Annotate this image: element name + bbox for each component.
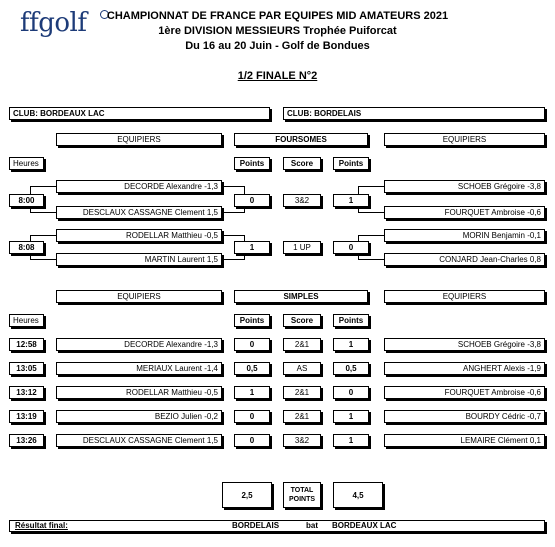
bracket-line — [30, 212, 56, 213]
bracket-line — [30, 259, 56, 260]
bracket-line — [358, 186, 359, 194]
simple-left-player: MERIAUX Laurent -1,4 — [56, 362, 222, 375]
foursome-left-points: 0 — [234, 194, 270, 207]
simple-right-player: ANGHERT Alexis -1,9 — [384, 362, 545, 375]
total-right: 4,5 — [333, 482, 383, 508]
foursome-right-points: 1 — [333, 194, 369, 207]
foursome-left-player: RODELLAR Matthieu -0,5 — [56, 229, 222, 242]
final-result-verb: bat — [306, 521, 318, 530]
bracket-line — [30, 186, 56, 187]
simple-left-points: 0,5 — [234, 362, 270, 375]
simple-left-points: 0 — [234, 434, 270, 447]
foursome-left-player: DECORDE Alexandre -1,3 — [56, 180, 222, 193]
simples-equipiers-left: EQUIPIERS — [56, 290, 222, 303]
simples-section-title: SIMPLES — [234, 290, 368, 303]
simple-right-points: 0 — [333, 386, 369, 399]
simple-right-player: FOURQUET Ambroise -0,6 — [384, 386, 545, 399]
simple-score: AS — [283, 362, 321, 375]
simple-time: 12:58 — [9, 338, 44, 351]
simple-left-player: DESCLAUX CASSAGNE Clement 1,5 — [56, 434, 222, 447]
bracket-line — [358, 212, 384, 213]
foursomes-points-right-header: Points — [333, 157, 369, 170]
foursome-score: 3&2 — [283, 194, 321, 207]
foursome-time: 8:00 — [9, 194, 44, 207]
foursome-right-points: 0 — [333, 241, 369, 254]
simple-time: 13:26 — [9, 434, 44, 447]
foursome-time: 8:08 — [9, 241, 44, 254]
total-label-line2: POINTS — [288, 496, 316, 503]
simple-left-player: RODELLAR Matthieu -0,5 — [56, 386, 222, 399]
simple-score: 2&1 — [283, 386, 321, 399]
foursomes-points-left-header: Points — [234, 157, 270, 170]
total-left: 2,5 — [222, 482, 272, 508]
simple-left-points: 1 — [234, 386, 270, 399]
bracket-line — [358, 256, 359, 260]
simples-points-left-header: Points — [234, 314, 270, 327]
foursome-score: 1 UP — [283, 241, 321, 254]
bracket-line — [222, 259, 244, 260]
total-label-line1: TOTAL — [290, 487, 314, 494]
bracket-line — [358, 259, 384, 260]
simples-score-header: Score — [283, 314, 321, 327]
foursomes-equipiers-left: EQUIPIERS — [56, 133, 222, 146]
simple-time: 13:05 — [9, 362, 44, 375]
final-result-loser: BORDEAUX LAC — [332, 521, 397, 530]
foursome-left-player: DESCLAUX CASSAGNE Clement 1,5 — [56, 206, 222, 219]
bracket-line — [30, 186, 31, 194]
bracket-line — [222, 212, 244, 213]
simple-right-player: BOURDY Cédric -0,7 — [384, 410, 545, 423]
round-title: 1/2 FINALE N°2 — [237, 70, 318, 82]
division-title: 1ère DIVISION MESSIEURS Trophée Puiforcat — [158, 25, 397, 37]
bracket-line — [358, 235, 359, 241]
simple-time: 13:12 — [9, 386, 44, 399]
foursome-right-player: CONJARD Jean-Charles 0,8 — [384, 253, 545, 266]
simple-time: 13:19 — [9, 410, 44, 423]
simple-score: 2&1 — [283, 338, 321, 351]
simples-heures-header: Heures — [9, 314, 44, 327]
foursome-right-player: MORIN Benjamin -0,1 — [384, 229, 545, 242]
championship-title: CHAMPIONNAT DE FRANCE PAR EQUIPES MID AMATEURS 2021 — [106, 10, 449, 22]
club-right: CLUB: BORDELAIS — [283, 107, 545, 120]
foursome-left-player: MARTIN Laurent 1,5 — [56, 253, 222, 266]
simple-left-player: BEZIO Julien -0,2 — [56, 410, 222, 423]
simple-score: 2&1 — [283, 410, 321, 423]
final-result-label: Résultat final: — [15, 521, 68, 530]
foursomes-heures-header: Heures — [9, 157, 44, 170]
foursomes-section-title: FOURSOMES — [234, 133, 368, 146]
dates-location: Du 16 au 20 Juin - Golf de Bondues — [185, 40, 370, 52]
bracket-line — [222, 186, 244, 187]
bracket-line — [30, 235, 31, 241]
foursome-left-points: 1 — [234, 241, 270, 254]
bracket-line — [358, 186, 384, 187]
final-result-winner: BORDELAIS — [232, 521, 280, 530]
simple-right-points: 0,5 — [333, 362, 369, 375]
simple-score: 3&2 — [283, 434, 321, 447]
simple-right-player: LEMAIRE Clément 0,1 — [384, 434, 545, 447]
simple-right-points: 1 — [333, 434, 369, 447]
simple-left-points: 0 — [234, 338, 270, 351]
bracket-line — [244, 209, 245, 213]
simple-right-points: 1 — [333, 338, 369, 351]
simples-equipiers-right: EQUIPIERS — [384, 290, 545, 303]
foursome-right-player: FOURQUET Ambroise -0,6 — [384, 206, 545, 219]
simple-right-points: 1 — [333, 410, 369, 423]
simple-left-points: 0 — [234, 410, 270, 423]
bracket-line — [358, 209, 359, 213]
bracket-line — [244, 256, 245, 260]
foursome-right-player: SCHOEB Grégoire -3,8 — [384, 180, 545, 193]
club-left: CLUB: BORDEAUX LAC — [9, 107, 270, 120]
final-result-bar — [9, 520, 545, 532]
logo-text: ffgolf — [20, 8, 87, 38]
bracket-line — [244, 235, 245, 241]
simples-points-right-header: Points — [333, 314, 369, 327]
bracket-line — [30, 235, 56, 236]
bracket-line — [244, 186, 245, 194]
simple-right-player: SCHOEB Grégoire -3,8 — [384, 338, 545, 351]
total-label — [283, 482, 321, 508]
foursomes-equipiers-right: EQUIPIERS — [384, 133, 545, 146]
bracket-line — [222, 235, 244, 236]
simple-left-player: DECORDE Alexandre -1,3 — [56, 338, 222, 351]
bracket-line — [358, 235, 384, 236]
foursomes-score-header: Score — [283, 157, 321, 170]
